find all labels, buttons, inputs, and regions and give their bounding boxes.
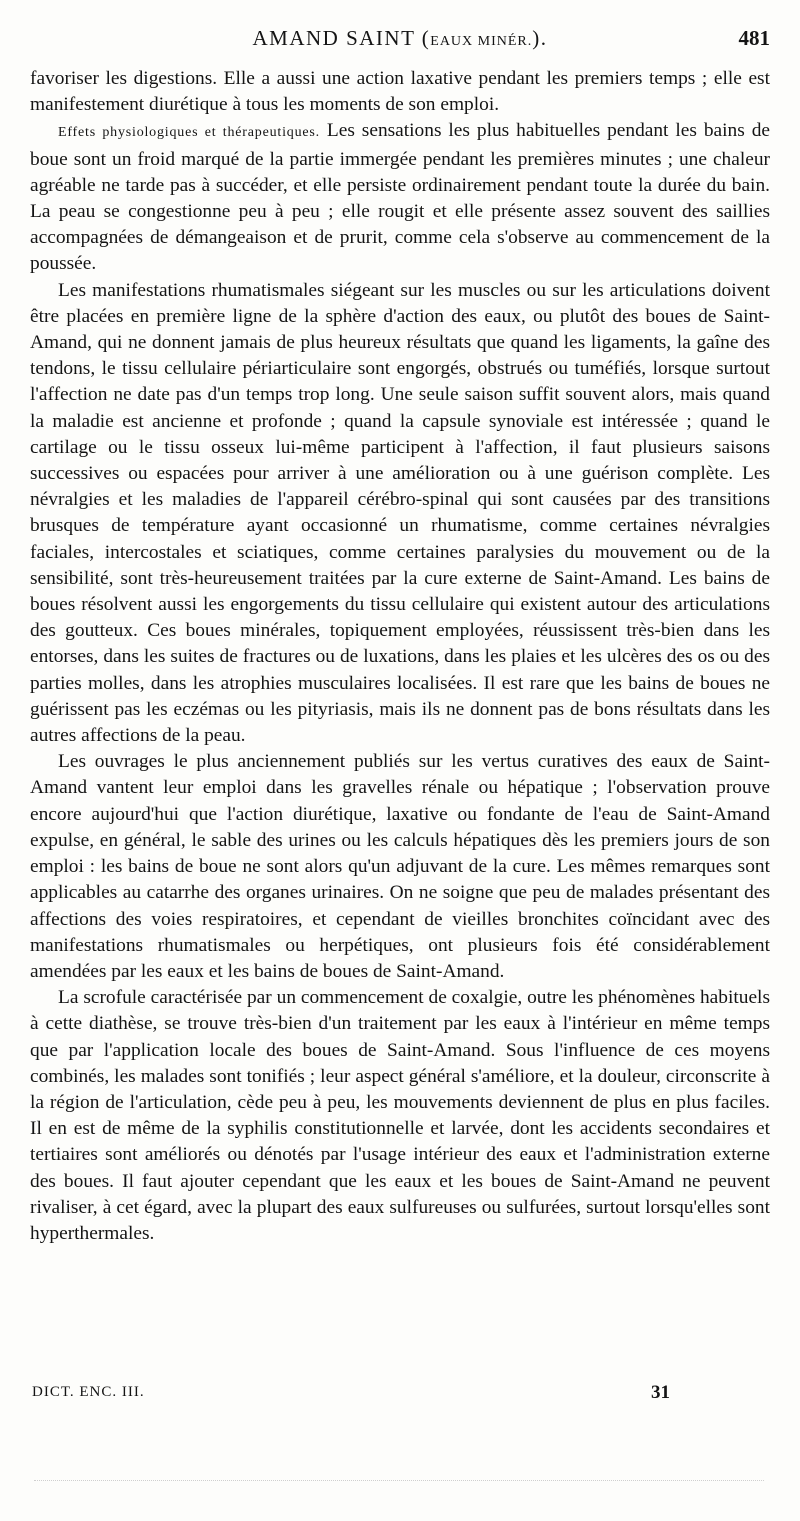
paragraph-4	[30, 749, 770, 985]
paragraph-1	[30, 66, 770, 118]
paragraph-2	[30, 118, 770, 277]
running-head-main: AMAND SAINT (	[252, 26, 431, 50]
running-head-close: ).	[532, 26, 548, 50]
signature-number: 31	[651, 1382, 670, 1403]
paragraph-5-text: La scrofule caractérisée par un commencement de coxalgie, outre les phénomènes habituels à cette diathèse, se trouve très-bien d'un traitement par les eaux à l'intérieur en même temps que par l'application locale des boues de Saint-Amand. Sous l'influence de ces moyens combinés, les malades sont tonifiés ; leur aspect général s'améliore, et la douleur, circonscrite à la région de l'articulation, cède peu à peu, les mouvements deviennent de plus en plus faciles. Il en est de même de la syphilis constitutionnelle et larvée, dont les accidents secondaires et tertiaires sont améliorés ou dénotés par l'usage intérieur des eaux et l'administration externe des boues. Il faut ajouter cependant que les eaux et les boues de Saint-Amand ne peuvent rivaliser, à cet égard, avec la plupart des eaux sulfureuses ou sulfurées, surtout lorsqu'elles sont hyperthermales.	[30, 987, 770, 1244]
paragraph-3-text: Les manifestations rhumatismales siégeant sur les muscles ou sur les articulations doivent être placées en première ligne de la sphère d'action des eaux, ou plutôt des boues de Saint-Amand, qui ne donnent jamais de plus heureux résultats que quand les ligaments, la gaîne des tendons, le tissu cellulaire périarticulaire sont engorgés, obstrués ou tuméfiés, lorsque surtout l'affection ne date pas d'un temps trop long. Une seule saison suffit souvent alors, mais quand la maladie est ancienne et profonde ; quand la capsule synoviale est intéressée ; quand le cartilage ou le tissu osseux lui-même participent à l'affection, il faut plusieurs saisons successives ou espacées pour arriver à une amélioration ou à une guérison complète. Les névralgies et les maladies de l'appareil cérébro-spinal qui sont causées par des transitions brusques de température ayant occasionné un rhumatisme, comme certaines névralgies faciales, intercostales et sciatiques, comme certaines paralysies du mouvement ou de la sensibilité, sont très-heureusement traitées par la cure externe de Saint-Amand. Les bains de boues résolvent aussi les engorgements du tissu cellulaire qui existent autour des articulations des goutteux. Ces boues minérales, topiquement employées, réussissent très-bien dans les entorses, dans les suites de fractures ou de luxations, dans les plaies et les ulcères des os ou des parties molles, dans les atrophies musculaires localisées. Il est rare que les bains de boues ne guérissent pas les eczémas ou les pityriasis, mais ils ne donnent pas de bons résultats dans les autres affections de la peau.	[30, 279, 770, 747]
paragraph-4-text: Les ouvrages le plus anciennement publiés sur les vertus curatives des eaux de Saint-Amand vantent leur emploi dans les gravelles rénale ou hépatique ; l'observation prouve encore aujourd'hui que l'action diurétique, laxative ou fondante de l'eau de Saint-Amand expulse, en général, le sable des urines ou les calculs hépatiques dès les premiers jours de son emploi : les bains de boue ne sont alors qu'un adjuvant de la cure. Les mêmes remarques sont applicables au catarrhe des organes urinaires. On ne soigne que peu de malades présentant des affections des voies respiratoires, et cependant de vieilles bronchites coïncidant avec des manifestations rhumatismales ou herpétiques, ont plusieurs fois été considérablement amendées par les eaux et les bains de boues de Saint-Amand.	[30, 751, 770, 982]
page-body	[30, 66, 770, 1247]
paragraph-5	[30, 985, 770, 1247]
page-header	[30, 26, 770, 56]
paragraph-2-text: Les sensations les plus habituelles pendant les bains de boue sont un froid marqué de la partie immergée pendant les premières minutes ; une chaleur agréable ne tarde pas à succéder, et elle persiste ordinairement pendant toute la durée du bain. La peau se congestionne peu à peu ; elle rougit et elle présente assez souvent des saillies accompagnées de démangeaison et de prurit, comme cela s'observe au commencement de la poussée.	[30, 120, 770, 275]
paragraph-1-text: favoriser les digestions. Elle a aussi une action laxative pendant les premiers temps ; elle est manifestement diurétique à tous les moments de son emploi.	[30, 68, 770, 116]
paragraph-3	[30, 278, 770, 750]
section-heading: Effets physiologiques et thérapeutiques.	[58, 125, 320, 141]
signature-mark: DICT. ENC. III.	[32, 1384, 145, 1400]
running-head-small: EAUX MINÉR.	[430, 34, 533, 49]
running-head	[30, 26, 770, 51]
page-footer	[30, 1384, 770, 1410]
bottom-divider	[34, 1480, 764, 1481]
page-number: 481	[738, 26, 770, 50]
